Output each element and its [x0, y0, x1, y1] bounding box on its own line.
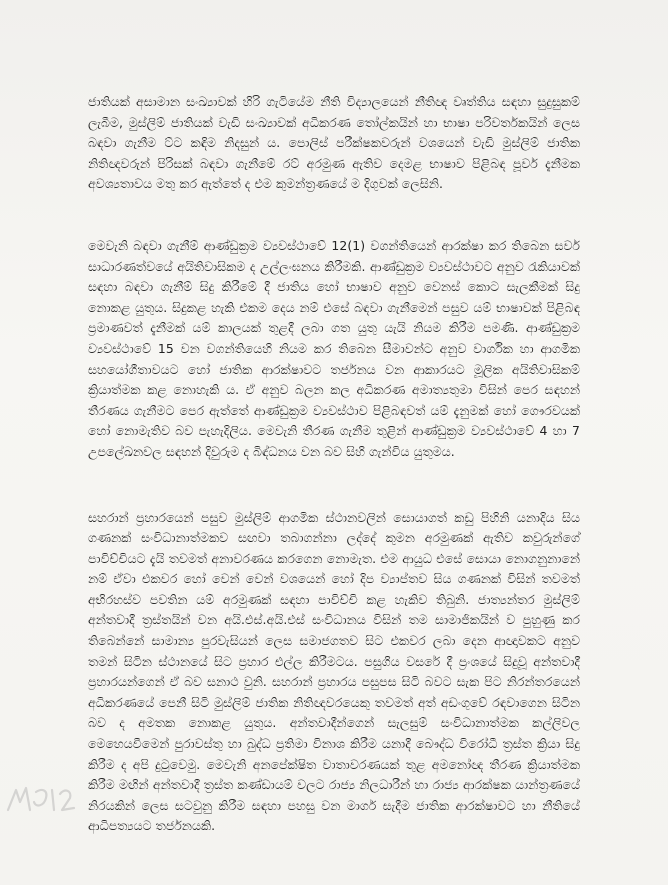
document-body	[88, 92, 580, 837]
paragraph-1: ජාතියක් අසාමාන සංඛ්‍යාවක් හිරි ගැටියේම නීති විද්‍යාලයෙන් නීතිඥ වෘත්තිය සඳහා සුදුසුකම් ලැබීම, මුස්ලිම් ජාතියක් වැඩි සංඛ්‍යාවක් අධිකරණ තෝල්කයින් හා භාෂා පරිවර්තකයින් ලෙස බඳවා ගැනීම ට්ට කඳිම නිදසුන් ය. පොලිස් පරීක්ෂකවරුන් වශයෙන් වැඩි මුස්ලිම් ජාතික නිතිඥවරුන් පිරිසක් බඳවා ගැනීමේ රට් අරමුණ ඇතිව දෙමළ භාෂාව පිළිබඳ පූර්ව දැනීමක අවශ්‍යතාවය මතු කර ඇත්තේ ද එම කුමන්ත්‍රණයේ ම දිගුවක් ලෙසිනි.	[88, 94, 580, 192]
watermark-logo-icon	[2, 780, 82, 818]
paragraph-3: සහරාන් ප්‍රහාරයෙන් පසුව මුස්ලිම් ආගමික ස්ථානවලින් සොයාගත් කඩු පිහිනි යනාදිය සිය ගණනක් සංවිධානාත්මකව සඟවා තබාගන්නා ලද්දේ කුමන අරමුණක් ඇතිව කවුරුන්ගේ පාවිච්චියට දැයි තවමත් අනාවරණය කරගෙන නොමැත. එම ආයුධ එසේ සොයා නොගනුනානේ නම් ඒවා එකවර හෝ වෙන් වෙන් වශයෙන් හෝ දිප ව්‍යාප්තව සිය ගණනක් විසින් තවමත් අභිරහස්ව පවතින යම් අරමුණක් සඳහා පාවිච්චි කළ හැකිව තිබුනි. ජාත්‍යන්තර මුස්ලිම් අන්තවාදී ත්‍රස්තයින් වන අයි.එස්.අයි.එස් සංවිධානය විසින් තම සාමාජිකයින් ව පුහුණු කර තිබෙන්නේ සාමාන්‍ය පුරවැසියන් ලෙස සමාජගතව සිට එකවර ලබා දෙන ආඥාවකට අනුව තමන් සිටින ස්ථානයේ සිට ප්‍රහාර එල්ල කිරීමටය. පසුගිය වසරේ දී ප්‍රංශයේ සිදුවූ අන්තවාදී ප්‍රහාරයන්ගෙන් ඒ බව සනාථ වුනි. සහරාන් ප්‍රහාරය පසුපස සිටි බවට සැක පිට නිරන්තරයෙන් අධිකරණයේ පෙනී සිටි මුස්ලිම් ජාතික නිතිඥවරයෙකු තවමත් අත් අඩංගුවේ රඳවාගෙන සිටින බව ද අමතක නොකළ යුතුය. අන්තවාදීන්ගෙන් සැලසුම් සංවිධානාත්මක කල්ලිවල මෙහෙයවීමෙන් පුරාවස්තු හා බුද්ධ ප්‍රතිමා විනාශ කිරීම යනාදී බෞද්ධ විරෝධී ත්‍රස්ත ක්‍රියා සිදු කිරීම ද අපි දුටුවෙමු. මෙවැනි අනපේක්ෂිත වාතාවරණයක් තුළ අමනෝඥ තීරණ ක්‍රියාත්මක කිරීම මඟින් අන්තවාදී ත්‍රස්ත කණ්ඩායම් වලට රාජ්‍ය නිලධාරීන් හා රාජ්‍ය ආරක්ෂක යාන්ත්‍රණයේ නිරයකින් ලෙස සටවුනු කිරීම සඳහා පහසු වන මාර්ග සැදීම ජාතික ආරක්ෂාවට හා නීතියේ ආධිපත්‍යයට තර්ජනයකි.	[88, 509, 580, 834]
paragraph-2: මෙවැනි බඳවා ගැනීම් ආණ්ඩුක්‍රම ව්‍යවස්ථාවේ 12(1) වගන්තියෙන් ආරක්ෂා කර තිබෙන සර්ව සාධාරණත්වයේ අයිතිවාසිකම ද උල්ලංඝනය කිරීමකි. ආණ්ඩුක්‍රම ව්‍යවස්ථාවට අනුව රැකියාවක් සඳහා බඳවා ගැනීම් සිදු කිරීමේ දී ජාතිය හෝ භාෂාව අනුව වෙනස් කොට සැලකීමක් සිදු නොකළ යුතුය. සිදුකළ හැකි එකම දෙය නම් එසේ බඳවා ගැනීමෙන් පසුව යම් භාෂාවක් පිළිබඳ ප්‍රමාණවත් දැනීමක් යම් කාලයක් තුළදී ලබා ගත යුතු යැයි නියම කිරීම පමණි. ආණ්ඩුක්‍රම ව්‍යවස්ථාවේ 15 වන වගන්තියෙහි නියම කර තිබෙන සීමාවන්ට අනුව වාර්ගික හා ආගමික සහයෝගීතාවයට හෝ ජාතික ආරක්ෂාවට තර්ජනය වන ආකාරයට මූලික අයිතිවාසිකම් ක්‍රියාත්මක කළ නොහැකි ය. ඒ අනුව බලන කල අධිකරණ අමාත්‍යතුමා විසින් පෙර සඳහන් තීරණය ගැනීමට පෙර ඇත්තේ ආණ්ඩුක්‍රම ව්‍යවස්ථාව පිළිබඳවත් යම් දැනුමක් හෝ ගෞරවයක් හෝ නොමැතිව බව පැහැදිලිය. මෙවැනි තීරණ ගැනීම තුළින් ආණ්ඩුක්‍රම ව්‍යවස්ථාවේ 4 හා 7 උපලේඛනවල සඳහන් දිවුරුම ද බිඳ්ධනය වන බව සිහි ගැන්විය යුතුමය.	[88, 237, 580, 459]
